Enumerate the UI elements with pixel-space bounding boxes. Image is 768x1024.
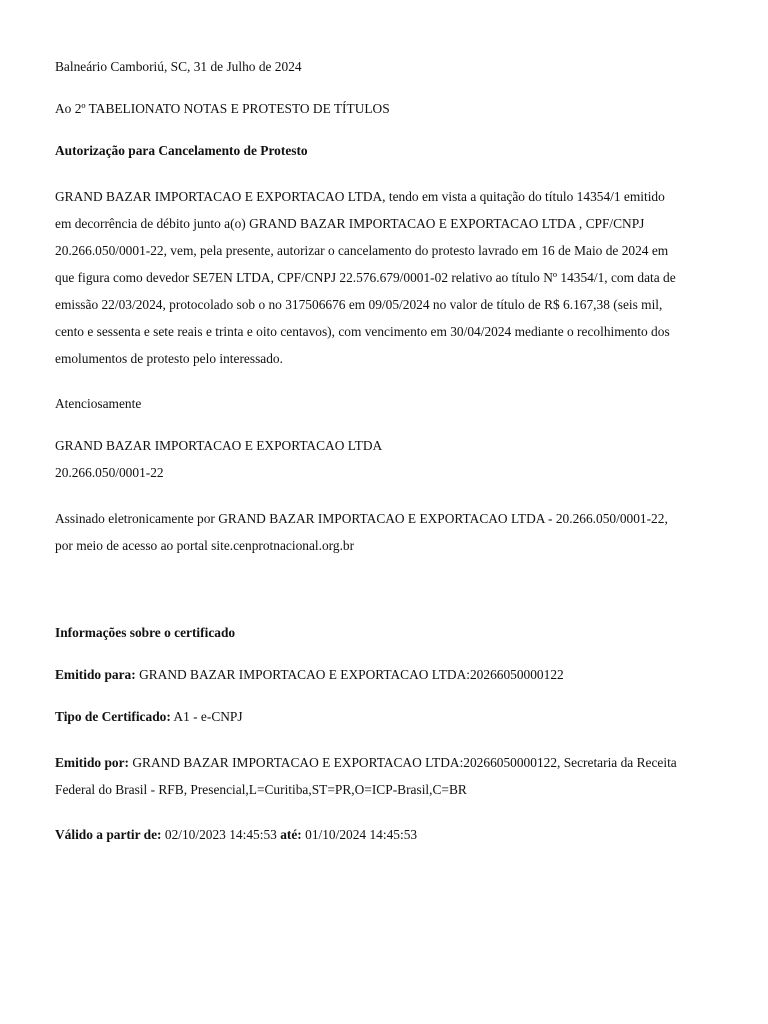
paragraph-line: GRAND BAZAR IMPORTACAO E EXPORTACAO LTDA, tendo em vista a quitação do título 14354/1 emitido bbox=[55, 189, 665, 204]
type-label: Tipo de Certificado: bbox=[55, 709, 171, 724]
salutation: Atenciosamente bbox=[55, 396, 142, 411]
certificate-issued-by bbox=[55, 749, 720, 803]
valid-to-label: até: bbox=[280, 827, 302, 842]
issued-to-value: GRAND BAZAR IMPORTACAO E EXPORTACAO LTDA:20266050000122 bbox=[139, 667, 564, 682]
type-value: A1 - e-CNPJ bbox=[173, 709, 243, 724]
paragraph-line: 20.266.050/0001-22, vem, pela presente, autorizar o cancelamento do protesto lavrado em 16 de Maio de 2024 em bbox=[55, 243, 669, 258]
signer-cnpj: 20.266.050/0001-22 bbox=[55, 465, 164, 480]
place-date: Balneário Camboriú, SC, 31 de Julho de 2024 bbox=[55, 59, 302, 74]
paragraph-line: cento e sessenta e sete reais e trinta e oito centavos), com vencimento em 30/04/2024 mediante o recolhimento dos bbox=[55, 324, 670, 339]
recipient-line: Ao 2º TABELIONATO NOTAS E PROTESTO DE TÍTULOS bbox=[55, 101, 390, 116]
certificate-issued-to bbox=[55, 665, 720, 685]
issued-by-value-cont: Federal do Brasil - RFB, Presencial,L=Curitiba,ST=PR,O=ICP-Brasil,C=BR bbox=[55, 782, 467, 797]
signature-line: Assinado eletronicamente por GRAND BAZAR IMPORTACAO E EXPORTACAO LTDA - 20.266.050/0001-22, bbox=[55, 511, 668, 526]
valid-to-value: 01/10/2024 14:45:53 bbox=[305, 827, 418, 842]
valid-from-value: 02/10/2023 14:45:53 bbox=[164, 827, 277, 842]
signer-company: GRAND BAZAR IMPORTACAO E EXPORTACAO LTDA bbox=[55, 438, 383, 453]
valid-from-label: Válido a partir de: bbox=[55, 827, 162, 842]
paragraph-line: que figura como devedor SE7EN LTDA, CPF/CNPJ 22.576.679/0001-02 relativo ao título Nº 14354/1, com data de bbox=[55, 270, 676, 285]
signature-line: por meio de acesso ao portal site.cenprotnacional.org.br bbox=[55, 538, 355, 553]
subject-heading: Autorização para Cancelamento de Protesto bbox=[55, 143, 308, 158]
certificate-heading: Informações sobre o certificado bbox=[55, 625, 236, 640]
paragraph-line: em decorrência de débito junto a(o) GRAND BAZAR IMPORTACAO E EXPORTACAO LTDA , CPF/CNPJ bbox=[55, 216, 645, 231]
issued-by-value: GRAND BAZAR IMPORTACAO E EXPORTACAO LTDA:20266050000122, Secretaria da Receita bbox=[132, 755, 677, 770]
authorization-paragraph bbox=[55, 183, 720, 372]
certificate-type bbox=[55, 707, 720, 727]
electronic-signature-note bbox=[55, 505, 720, 559]
paragraph-line: emolumentos de protesto pelo interessado. bbox=[55, 351, 283, 366]
certificate-validity bbox=[55, 825, 720, 845]
paragraph-line: emissão 22/03/2024, protocolado sob o no 317506676 em 09/05/2024 no valor de título de R$ 6.167,38 (seis mil, bbox=[55, 297, 663, 312]
document-page bbox=[55, 57, 720, 845]
issued-to-label: Emitido para: bbox=[55, 667, 136, 682]
issued-by-label: Emitido por: bbox=[55, 755, 130, 770]
